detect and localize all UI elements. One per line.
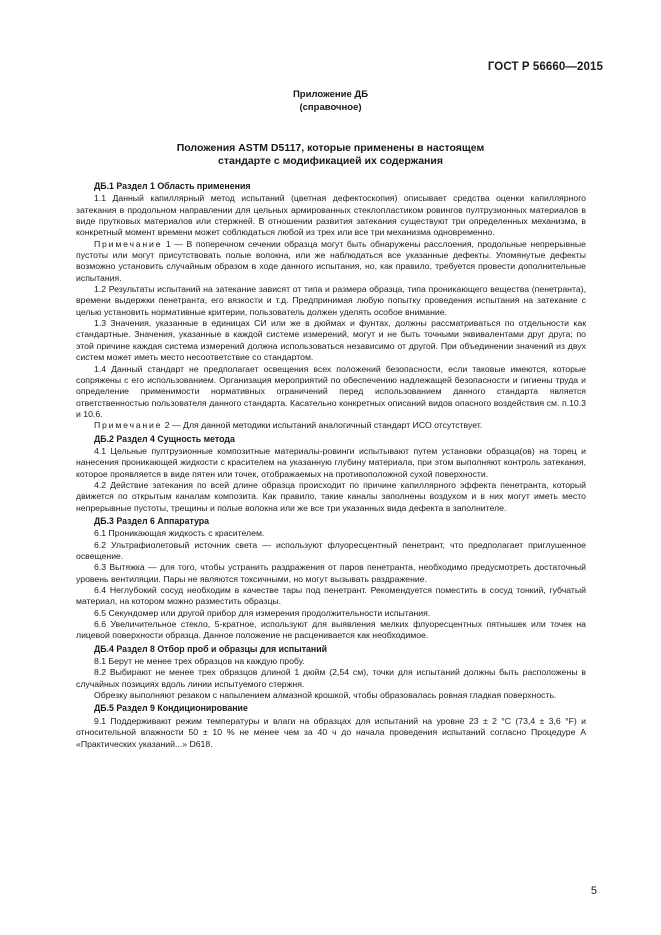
paragraph bbox=[76, 364, 586, 421]
paragraph-text: 6.1 Проникающая жидкость с красителем. bbox=[94, 528, 265, 539]
note-label: Примечание bbox=[94, 238, 163, 249]
paragraph-text: 4.2 Действие затекания по всей длине образца происходит по причине капиллярного эффекта пенетранта, который движется по открытым каналам композита. Как правило, такие каналы заполнены воздухом и в них могут иметь место непрерывные пустоты, трещины и полые волокна или же все три указанных вида дефекта в заполнителе. bbox=[76, 479, 586, 513]
note-label: Примечание bbox=[94, 420, 163, 431]
paragraph bbox=[76, 562, 586, 585]
paragraph bbox=[76, 193, 586, 238]
paragraph bbox=[76, 480, 586, 514]
paragraph-text: 1 — В поперечном сечении образца могут быть обнаружены расслоения, продольные непрерывные пустоты или могут присутствовать полые волокна, или же наблюдаться все указанные дефекты. Упомянутые дефекты возможно установить случайным образом в ходе данного испытания, но, как правило, требуется провести дополнительные испытания. bbox=[76, 238, 586, 283]
section-heading: ДБ.2 Раздел 4 Сущность метода bbox=[94, 433, 235, 444]
paragraph bbox=[76, 619, 586, 642]
title-line-1: Положения ASTM D5117, которые применены в настоящем bbox=[176, 142, 485, 154]
paragraph-text: 2 — Для данной методики испытаний аналогичный стандарт ИСО отсутствует. bbox=[162, 420, 483, 431]
paragraph bbox=[76, 284, 586, 318]
paragraph-text: 8.2 Выбирают не менее трех образцов длиной 1 дюйм (2,54 см), точки для испытаний должны быть расположены в случайных позициях вдоль линии испытуемого стержня. bbox=[76, 667, 586, 689]
paragraph-text: 1.3 Значения, указанные в единицах СИ или же в дюймах и фунтах, должны рассматриваться по отдельности как стандартные. Значения, указанные в каждой системе измерений, могут и не быть точными эквивалентами друг друга; по этой причине каждая система измерений должна использоваться независимо от другой. При объединении значений из двух систем может иметь место несоответствие со стандартом. bbox=[76, 318, 586, 363]
section-heading: ДБ.3 Раздел 6 Аппаратура bbox=[94, 515, 210, 526]
section-heading: ДБ.1 Раздел 1 Область применения bbox=[94, 181, 251, 191]
paragraph-text: Обрезку выполняют резаком с напылением алмазной крошкой, чтобы образовалась ровная гладкая поверхность. bbox=[94, 690, 557, 701]
page-number: 5 bbox=[590, 885, 597, 897]
paragraph bbox=[76, 318, 586, 363]
paragraph bbox=[76, 528, 586, 539]
section-heading: ДБ.5 Раздел 9 Кондиционирование bbox=[94, 703, 248, 714]
note-paragraph bbox=[76, 239, 586, 284]
title-line-2: стандарте с модификацией их содержания bbox=[218, 155, 443, 167]
paragraph bbox=[76, 656, 586, 667]
paragraph-text: 8.1 Берут не менее трех образцов на каждую пробу. bbox=[94, 656, 305, 667]
paragraph-text: 9.1 Поддерживают режим температуры и влаги на образцах для испытаний на уровне 23 ± 2 °C (73,4 ± 3,6 °F) и относительной влажности 50 ± 10 % не менее чем за 40 ч до начала проведения испытаний согласно Процедуре А «Практических указаний...» D618. bbox=[76, 715, 586, 749]
standard-code: ГОСТ Р 56660—2015 bbox=[487, 61, 603, 73]
note-paragraph bbox=[76, 420, 586, 431]
paragraph bbox=[76, 690, 586, 701]
section-heading: ДБ.4 Раздел 8 Отбор проб и образцы для испытаний bbox=[94, 643, 328, 654]
appendix-name: Приложение ДБ bbox=[292, 89, 369, 100]
document-body bbox=[76, 179, 586, 750]
paragraph-text: 6.6 Увеличительное стекло, 5-кратное, используют для выявления мелких флуоресцентных пятнышек или точек на лицевой поверхности образца. Данное положение не расценивается как необходимое. bbox=[76, 619, 586, 641]
paragraph-text: 1.1 Данный капиллярный метод испытаний (цветная дефектоскопия) описывает средства оценки капиллярного затекания в продольном направлении для цельных армированных стеклопластиком ровингов пултрузионных материалов в виде прутковых материалов или стержней. В отношении развития затекания существуют три определенных механизма, в конкретный момент времени может соблюдаться любой из трех или все три механизма одновременно. bbox=[76, 193, 586, 238]
paragraph bbox=[76, 667, 586, 690]
appendix-heading bbox=[0, 89, 661, 114]
paragraph bbox=[76, 608, 586, 619]
appendix-title bbox=[0, 142, 661, 168]
paragraph bbox=[76, 716, 586, 750]
paragraph bbox=[76, 540, 586, 563]
paragraph-text: 6.5 Секундомер или другой прибор для измерения продолжительности испытания. bbox=[94, 607, 431, 618]
paragraph-text: 1.2 Результаты испытаний на затекание зависят от типа и размера образца, типа проникающего вещества (пенетранта), времени выдержки пенетранта, его вязкости и т.д. Предпринимая любую попытку проведения испытания на затекание с целью установить нормативные критерии, пользователь должен уделять особое внимание. bbox=[76, 284, 586, 317]
paragraph bbox=[76, 585, 586, 608]
paragraph-text: 1.4 Данный стандарт не предполагает освещения всех положений безопасности, если таковые имеются, которые сопряжены с его использованием. Организация мероприятий по обеспечению надлежащей безопасности и гигиены труда и определение применимости нормативных ограничений перед использованием данного стандарта является ответственностью пользователя данного стандарта. Касательно конкретных описаний видов опасного воздействия см. п.10.3 и 10.6. bbox=[76, 363, 586, 419]
paragraph-text: 4.1 Цельные пултрузионные композитные материалы-ровинги испытывают путем установки образца(ов) на торец и нанесения проникающей жидкости с красителем на указанную глубину материала, при этом выполняют контроль затекания, которое проявляется в виде пятен или точек, отображаемых на противоположной сухой поверхности. bbox=[76, 445, 586, 479]
paragraph bbox=[76, 446, 586, 480]
appendix-kind: (справочное) bbox=[299, 101, 362, 113]
paragraph-text: 6.2 Ультрафиолетовый источник света — используют флуоресцентный пенетрант, что предполагает приглушенное освещение. bbox=[76, 539, 586, 561]
paragraph-text: 6.3 Вытяжка — для того, чтобы устранить раздражения от паров пенетранта, необходимо предусмотреть достаточный уровень вентиляции. Пары не являются токсичными, но могут вызывать раздражение. bbox=[76, 562, 586, 584]
paragraph-text: 6.4 Неглубокий сосуд необходим в качестве тары под пенетрант. Рекомендуется поместить в сосуд тонкий, губчатый материал, на котором можно разместить образцы. bbox=[76, 585, 586, 607]
